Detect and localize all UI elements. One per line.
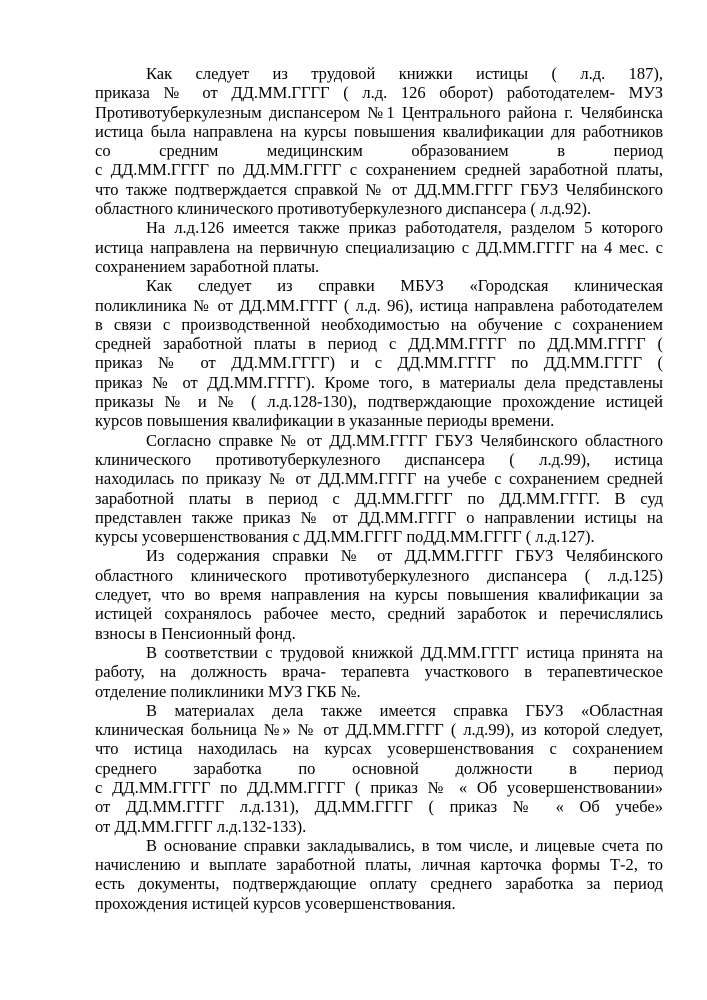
text-line: Как следует из трудовой книжки истицы ( л.д. 187), xyxy=(146,64,663,83)
paragraph xyxy=(95,701,663,836)
text-line: курсы усовершенствования с ДД.ММ.ГГГГ поДД.ММ.ГГГГ ( л.д.127). xyxy=(95,527,595,547)
text-line: истица была направлена на курсы повышения квалификации для работников xyxy=(95,121,663,141)
text-line: приказ № от ДД.ММ.ГГГГ). Кроме того, в материалы дела представлены xyxy=(95,372,663,392)
text-line: истицей сохранялось рабочее место, средний заработок и перечислялись xyxy=(95,604,663,624)
text-line: взносы в Пенсионный фонд. xyxy=(95,623,296,643)
paragraph xyxy=(95,218,663,276)
text-line: поликлиника № от ДД.ММ.ГГГГ ( л.д. 96), истица направлена работодателем xyxy=(95,295,663,315)
paragraph xyxy=(95,64,663,218)
text-line: среднего заработка по основной должности в период xyxy=(95,758,663,778)
text-line: в связи с производственной необходимостью на обучение с сохранением xyxy=(95,314,663,334)
text-line: Как следует из справки МБУЗ «Городская клиническая xyxy=(146,276,663,296)
text-line: следует, что во время направления на курсы повышения квалификации за xyxy=(95,585,663,605)
text-line: что также подтверждается справкой № от ДД.ММ.ГГГГ ГБУЗ Челябинского xyxy=(95,179,663,199)
text-line: со средним медицинским образованием в период xyxy=(95,141,663,161)
text-line: Из содержания справки № от ДД.ММ.ГГГГ ГБУЗ Челябинского xyxy=(146,546,663,566)
text-line: В основание справки закладывались, в том числе, и лицевые счета по xyxy=(146,835,663,855)
text-line: средней заработной платы в период с ДД.ММ.ГГГГ по ДД.ММ.ГГГГ ( xyxy=(95,334,663,354)
text-line: областного клинического противотуберкулезного диспансера ( л.д.125) xyxy=(95,565,663,585)
text-line: клиническая больница №» № от ДД.ММ.ГГГГ ( л.д.99), из которой следует, xyxy=(95,720,663,740)
text-line: от ДД.ММ.ГГГГ л.д.132-133). xyxy=(95,816,307,836)
text-line: курсов повышения квалификации в указанные периоды времени. xyxy=(95,411,555,431)
paragraph xyxy=(95,431,663,547)
text-line: есть документы, подтверждающие оплату среднего заработка за период xyxy=(95,874,663,894)
text-line: приказы № и № ( л.д.128-130), подтверждающие прохождение истицей xyxy=(95,392,663,412)
text-line: В материалах дела также имеется справка ГБУЗ «Областная xyxy=(146,700,663,720)
paragraph xyxy=(95,836,663,913)
text-line: от ДД.ММ.ГГГГ л.д.131), ДД.ММ.ГГГГ ( приказ № « Об учебе» xyxy=(95,797,663,817)
paragraph xyxy=(95,643,663,701)
text-line: заработной платы в период с ДД.ММ.ГГГГ по ДД.ММ.ГГГГ. В суд xyxy=(95,488,663,508)
text-line: представлен также приказ № от ДД.ММ.ГГГГ о направлении истицы на xyxy=(95,507,663,527)
text-line: приказ № от ДД.ММ.ГГГГ) и с ДД.ММ.ГГГГ по ДД.ММ.ГГГГ ( xyxy=(95,353,663,373)
text-line: истица направлена на первичную специализацию с ДД.ММ.ГГГГ на 4 мес. с xyxy=(95,237,663,257)
text-line: с ДД.ММ.ГГГГ по ДД.ММ.ГГГГ ( приказ № « Об усовершенствовании» xyxy=(95,777,663,797)
text-line: Противотуберкулезным диспансером №1 Центрального района г. Челябинска xyxy=(95,102,663,122)
text-line: В соответствии с трудовой книжкой ДД.ММ.ГГГГ истица принята на xyxy=(146,642,663,662)
text-line: сохранением заработной платы. xyxy=(95,256,320,276)
text-line: Согласно справке № от ДД.ММ.ГГГГ ГБУЗ Челябинского областного xyxy=(146,430,663,450)
document-body xyxy=(95,64,663,913)
paragraph xyxy=(95,546,663,642)
text-line: отделение поликлиники МУЗ ГКБ №. xyxy=(95,681,361,701)
text-line: находилась по приказу № от ДД.ММ.ГГГГ на учебе с сохранением средней xyxy=(95,469,663,489)
paragraph xyxy=(95,276,663,430)
text-line: На л.д.126 имеется также приказ работодателя, разделом 5 которого xyxy=(146,218,663,238)
text-line: с ДД.ММ.ГГГГ по ДД.ММ.ГГГГ с сохранением средней заработной платы, xyxy=(95,160,663,180)
text-line: что истица находилась на курсах усовершенствования с сохранением xyxy=(95,739,663,759)
text-line: клинического противотуберкулезного диспансера ( л.д.99), истица xyxy=(95,449,663,469)
text-line: работу, на должность врача- терапевта участкового в терапевтическое xyxy=(95,662,663,682)
text-line: приказа № от ДД.ММ.ГГГГ ( л.д. 126 оборот) работодателем- МУЗ xyxy=(95,83,663,103)
text-line: начислению и выплате заработной платы, личная карточка формы Т-2, то xyxy=(95,855,663,875)
text-line: областного клинического противотуберкулезного диспансера ( л.д.92). xyxy=(95,199,592,219)
text-line: прохождения истицей курсов усовершенствования. xyxy=(95,893,456,913)
